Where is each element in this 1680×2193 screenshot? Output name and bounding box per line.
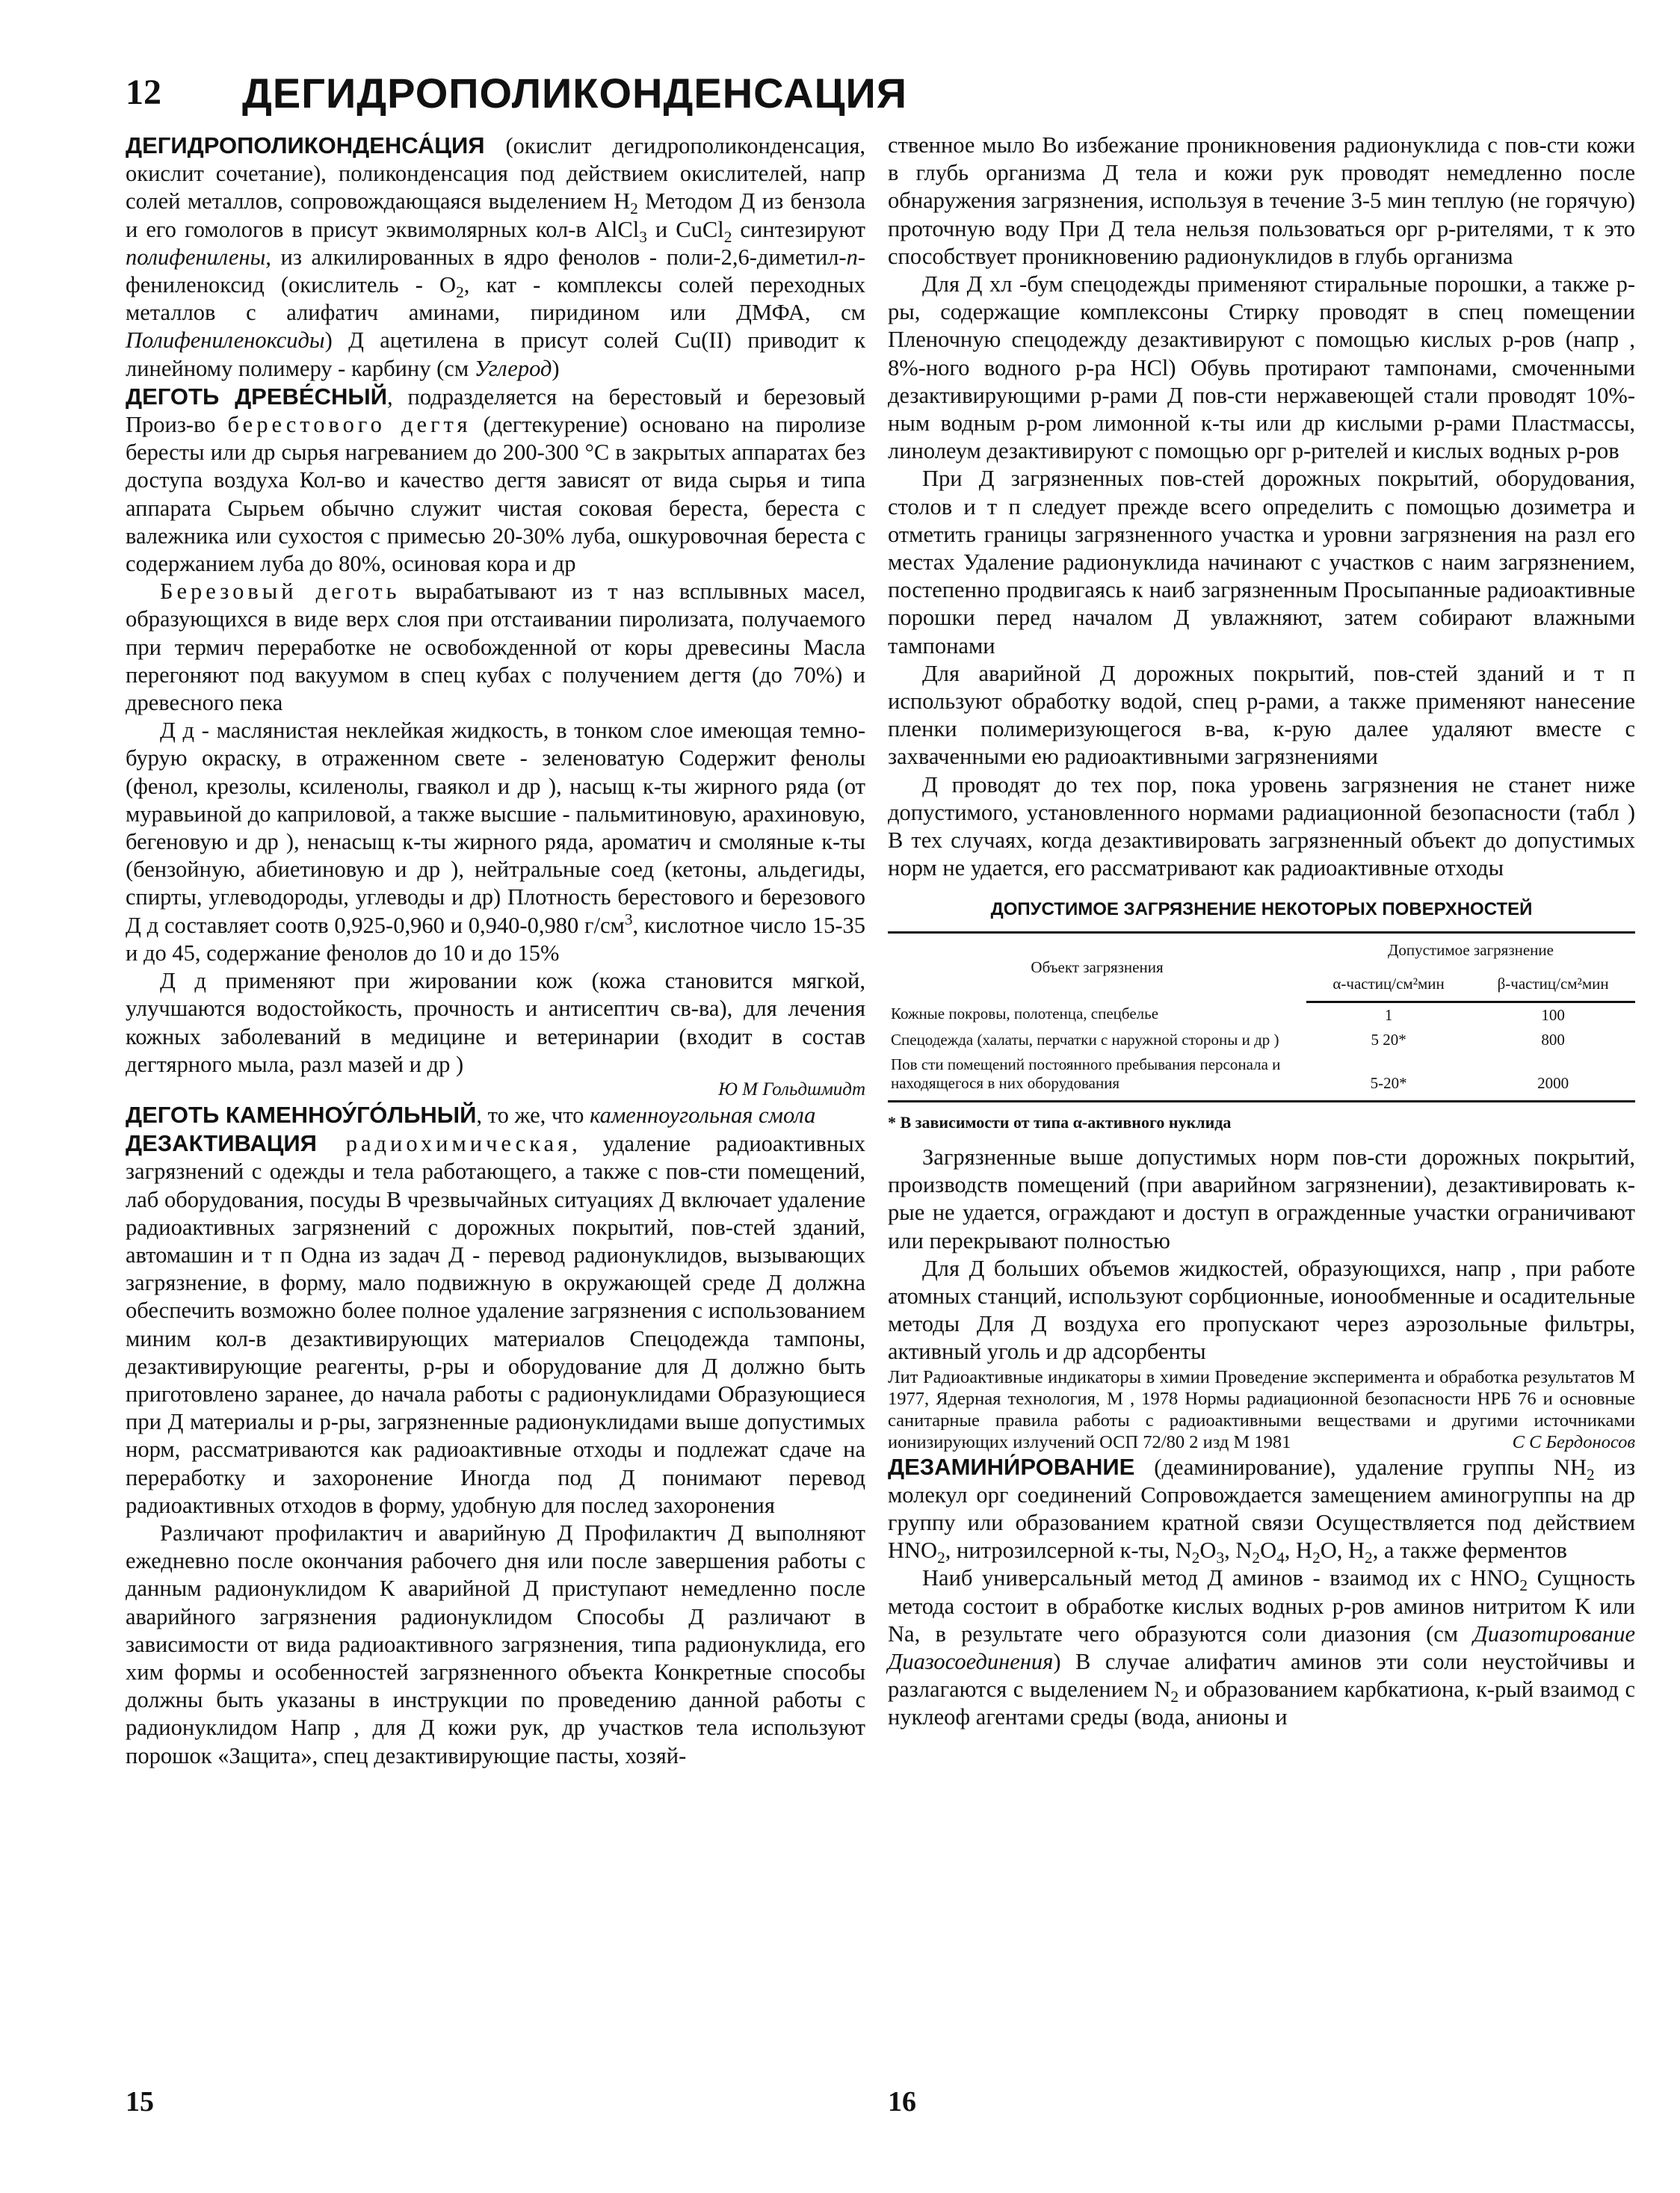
- table-row: Спецодежда (халаты, перчатки с наружной стороны и др ) 5 20* 800: [891, 1030, 1565, 1049]
- table-row: Пов сти помещений постоянного пребывания персонала и находящегося в них оборудования 5-20* 2000: [888, 1052, 1635, 1102]
- entry-headword: ДЕГИДРОПОЛИКОНДЕНСА́ЦИЯ: [126, 132, 485, 158]
- table-header-limit: Допустимое загрязнение: [1306, 932, 1635, 967]
- paragraph: Д д - маслянистая неклейкая жидкость, в тонком слое имеющая темно-бурую окраску, в отраженном свете - зеленоватую Содержит фенолы (фенол, крезолы, ксиленолы, гваякол и др ), насыщ к-ты жирного ряда (от муравьиной до каприловой, а также высшие - пальмитиновую, арахиновую, бегеновую и др ), ненасыщ к-ты жирного ряда, ароматич и смоляные к-ты (бензойную, абиетиновую и др ), нейтральные соед (кетоны, альдегиды, спирты, углеводороды, углеводы и др) Плотность берестового и березового Д д составляет соотв 0,925-0,960 и 0,940-0,980 $г/см^3$, кислотное число 15-35 и до 45, содержание фенолов до 10 и до 15%: [126, 718, 865, 966]
- page-number: 12: [126, 73, 161, 112]
- entry-dezaminirovanie: ДЕЗАМИНИ́РОВАНИЕ (деаминирование), удаление группы $NH_2$ из молекул орг соединений Сопровождается замещением аминогруппы на др группу или образованием кратной связи Осуществляется под действием $HNO_2$, нитрозилсерной к-ты, $N_2O_3$, $N_2O_4$, $H_2O$, $H_2$, а также ферментов: [888, 1453, 1635, 1567]
- table-row: Кожные покровы, полотенца, спецбелье 1 100: [891, 1005, 1565, 1024]
- entry-degot-kamennougolnyi: ДЕГОТЬ КАМЕННОУ́ГО́ЛЬНЫЙ, то же, что каменноугольная смола: [126, 1101, 816, 1128]
- paragraph: Для Д хл -бум спецодежды применяют стиральные порошки, а также р-ры, содержащие комплексоны Стирку проводят в спец помещении Пленочную спецодежду дезактивируют с помощью кислых р-ров (напр , 8%-ного водного р-ра HCl) Обувь протирают тампонами, смоченными дезактивирующими р-рами Д пов-сти нержавеющей стали проводят 10%-ным водным р-ром лимонной к-ты или др кислыми р-рами Пластмассы, линолеум дезактивируют с помощью орг р-рителей и кислых водных р-ров: [888, 271, 1635, 464]
- table-footnote: * В зависимости от типа α-активного нуклида: [888, 1112, 1232, 1132]
- contamination-table: [888, 931, 1635, 1102]
- right-column: [888, 132, 1635, 1732]
- cross-reference: Диазотирование Диазосоединения: [888, 1620, 1635, 1674]
- paragraph: Березовый деготь вырабатывают из т наз всплывных масел, образующихся в виде верх слоя при отстаивании пиролизата, получаемого при термич переработке не освобожденной от коры древесины Масла перегоняют под вакуумом в спец кубах с получением дегтя (до 70%) и древесного пека: [126, 579, 865, 716]
- paragraph: Для Д больших объемов жидкостей, образующихся, напр , при работе атомных станций, используют сорбционные, ионообменные и осадительные методы Для Д воздуха его пропускают через аэрозольные фильтры, активный уголь и др адсорбенты: [888, 1255, 1635, 1365]
- paragraph: Д д применяют при жировании кож (кожа становится мягкой, улучшаются водостойкость, прочность и антисептич св-ва), для лечения кожных заболеваний в медицине и ветеринарии (входит в состав дегтярного мыла, разл мазей и др ): [126, 968, 865, 1077]
- paragraph: Различают профилактич и аварийную Д Профилактич Д выполняют ежедневно после окончания рабочего дня или после завершения работы с данным радионуклидом К аварийной Д приступают немедленно после аварийного загрязнения радионуклидом Способы Д различают в зависимости от вида радиоактивного загрязнения, типа радионуклида, его хим формы и особенностей загрязненного объекта Конкретные способы должны быть указаны в инструкции по проведению данной работы с радионуклидом Напр , для Д кожи рук, др участков тела используют порошок «Защита», спец дезактивирующие пасты, хозяй-: [126, 1520, 865, 1768]
- entry-headword: ДЕЗАКТИВАЦИЯ: [126, 1130, 317, 1157]
- paragraph: Для аварийной Д дорожных покрытий, пов-стей зданий и т п используют обработку водой, спец р-рами, а также применяют нанесение пленки полимеризующегося в-ва, к-рую далее удаляют вместе с захваченными ею радиоактивными загрязнениями: [888, 660, 1635, 770]
- cross-reference: Углерод: [474, 355, 552, 381]
- entry-degidropolikondensaciya: ДЕГИДРОПОЛИКОНДЕНСА́ЦИЯ (окислит дегидрополиконденсация, окислит сочетание), поликонденсация под действием окислителей, напр солей металлов, сопровождающаяся выделением $H_2$ Методом Д из бензола и его гомологов в присут эквимолярных кол-в AlCl$_3$ и CuCl$_2$ синтезируют полифенилены, из алкилированных в ядро фенолов - поли-2,6-диметил-n-фениленоксид (окислитель - $O_2$, кат - комплексы солей переходных металлов с алифатич аминами, пиридином или ДМФА, см Полифениленоксиды) Д ацетилена в присут солей Cu(II) приводит к линейному полимеру - карбину (см Углерод): [126, 132, 866, 381]
- paragraph: При Д загрязненных пов-стей дорожных покрытий, оборудования, столов и т п следует прежде всего определить с помощью дозиметра и отметить границы загрязненного участка и уровни загрязнения на разл его местах Удаление радионуклида начинают с участков с наим загрязнением, постепенно продвигаясь к наиб загрязненным Просыпанные радиоактивные порошки перед началом Д увлажняют, затем собирают влажными тампонами: [888, 466, 1635, 658]
- table-header-object: Объект загрязнения: [888, 932, 1306, 1002]
- author-signature: Ю М Гольдшмидт: [718, 1079, 865, 1099]
- literature-references: Лит Радиоактивные индикаторы в химии Проведение эксперимента и обработка результатов М 1977, Ядерная технология, М , 1978 Нормы радиационной безопасности НРБ 76 и основные санитарные правила работы с радиоактивными веществами и другими источниками ионизирующих излучений ОСП 72/80 2 изд М 1981 С С Бердоносов: [888, 1366, 1635, 1452]
- entry-headword: ДЕГОТЬ КАМЕННОУ́ГО́ЛЬНЫЙ: [126, 1101, 477, 1128]
- entry-headword: ДЕЗАМИНИ́РОВАНИЕ: [888, 1453, 1135, 1480]
- author-signature: С С Бердоносов: [1512, 1431, 1635, 1452]
- cross-reference: полифенилены,: [126, 244, 271, 270]
- page-header: [126, 72, 1605, 132]
- table-header-beta: β-частиц/см²мин: [1471, 967, 1635, 1002]
- column-number-right: 16: [888, 2086, 916, 2118]
- cross-reference: каменноугольная смола: [590, 1102, 816, 1128]
- entry-headword: ДЕГОТЬ ДРЕВЕ́СНЫЙ: [126, 383, 388, 410]
- column-number-left: 15: [126, 2086, 154, 2118]
- paragraph: Д проводят до тех пор, пока уровень загрязнения не станет ниже допустимого, установленного нормами радиационной безопасности (табл ) В тех случаях, когда дезактивировать загрязненный объект до допустимых норм не удается, его рассматривают как радиоактивные отходы: [888, 771, 1635, 881]
- left-column: [126, 132, 865, 1770]
- cross-reference: Полифениленоксиды: [126, 327, 325, 354]
- table-title: ДОПУСТИМОЕ ЗАГРЯЗНЕНИЕ НЕКОТОРЫХ ПОВЕРХНОСТЕЙ: [990, 899, 1533, 920]
- table-header-alpha: α-частиц/см²мин: [1306, 967, 1471, 1002]
- paragraph: Наиб универсальный метод Д аминов - взаимод их с $HNO_2$ Сущность метода состоит в обработке кислых водных р-ров аминов нитритом K или Na, в результате чего образуются соли диазония (см Диазотирование Диазосоединения) В случае алифатич аминов эти соли неустойчивы и разлагаются с выделением $N_2$ и образованием карбкатиона, к-рый взаимод с нуклеоф агентами среды (вода, анионы и: [888, 1565, 1635, 1730]
- entry-dezaktivaciya: ДЕЗАКТИВАЦИЯ радиохимическая, удаление радиоактивных загрязнений с одежды и тела работающего, а также с пов-сти помещений, лаб оборудования, посуды В чрезвычайных ситуациях Д включает удаление радиоактивных загрязнений с дорожных покрытий, пов-стей зданий, автомашин и т п Одна из задач Д - перевод радионуклидов, вызывающих загрязнение, в форму, мало подвижную в окружающей среде Д должна обеспечить возможно более полное удаление загрязнения с использованием миним кол-в дезактивирующих материалов Спецодежда тампоны, дезактивирующие реагенты, р-ры и оборудование для Д должно быть приготовлено заранее, до начала работы с радионуклидами Образующиеся при Д материалы и р-ры, загрязненные радионуклидами выше допустимых норм, рассматриваются как радиоактивные отходы и подлежат сдаче на переработку и захоронение Иногда под Д понимают перевод радиоактивных отходов в форму, удобную для послед захоронения: [126, 1130, 865, 1518]
- entry-degot-drevesnyi: ДЕГОТЬ ДРЕВЕ́СНЫЙ, подразделяется на берестовый и березовый Произ-во берестового дегтя (дегтекурение) основано на пиролизе бересты или др сырья нагреванием до 200-300 °С в закрытых аппаратах без доступа воздуха Кол-во и качество дегтя зависят от вида сырья и типа аппарата Сырьем обычно служит чистая соковая береста, береста с валежника или сухостоя с примесью 20-30% луба, ошкуровочная береста с содержанием луба до 80%, осиновая кора и др: [126, 383, 865, 577]
- paragraph: Загрязненные выше допустимых норм пов-сти дорожных покрытий, производств помещений (при аварийном загрязнении), дезактивировать к-рые не удается, ограждают и доступ в огражденные участки ограничивают или перекрывают полностью: [888, 1144, 1635, 1253]
- running-title: ДЕГИДРОПОЛИКОНДЕНСАЦИЯ: [242, 70, 908, 117]
- paragraph: ственное мыло Во избежание проникновения радионуклида с пов-сти кожи в глубь организма Д тела и кожи рук проводят немедленно после обнаружения загрязнения, используя в течение 3-5 мин теплую (не горячую) проточную воду При Д тела нельзя пользоваться орг р-рителями, т к это способствует проникновению радионуклидов в глубь организма: [888, 132, 1635, 269]
